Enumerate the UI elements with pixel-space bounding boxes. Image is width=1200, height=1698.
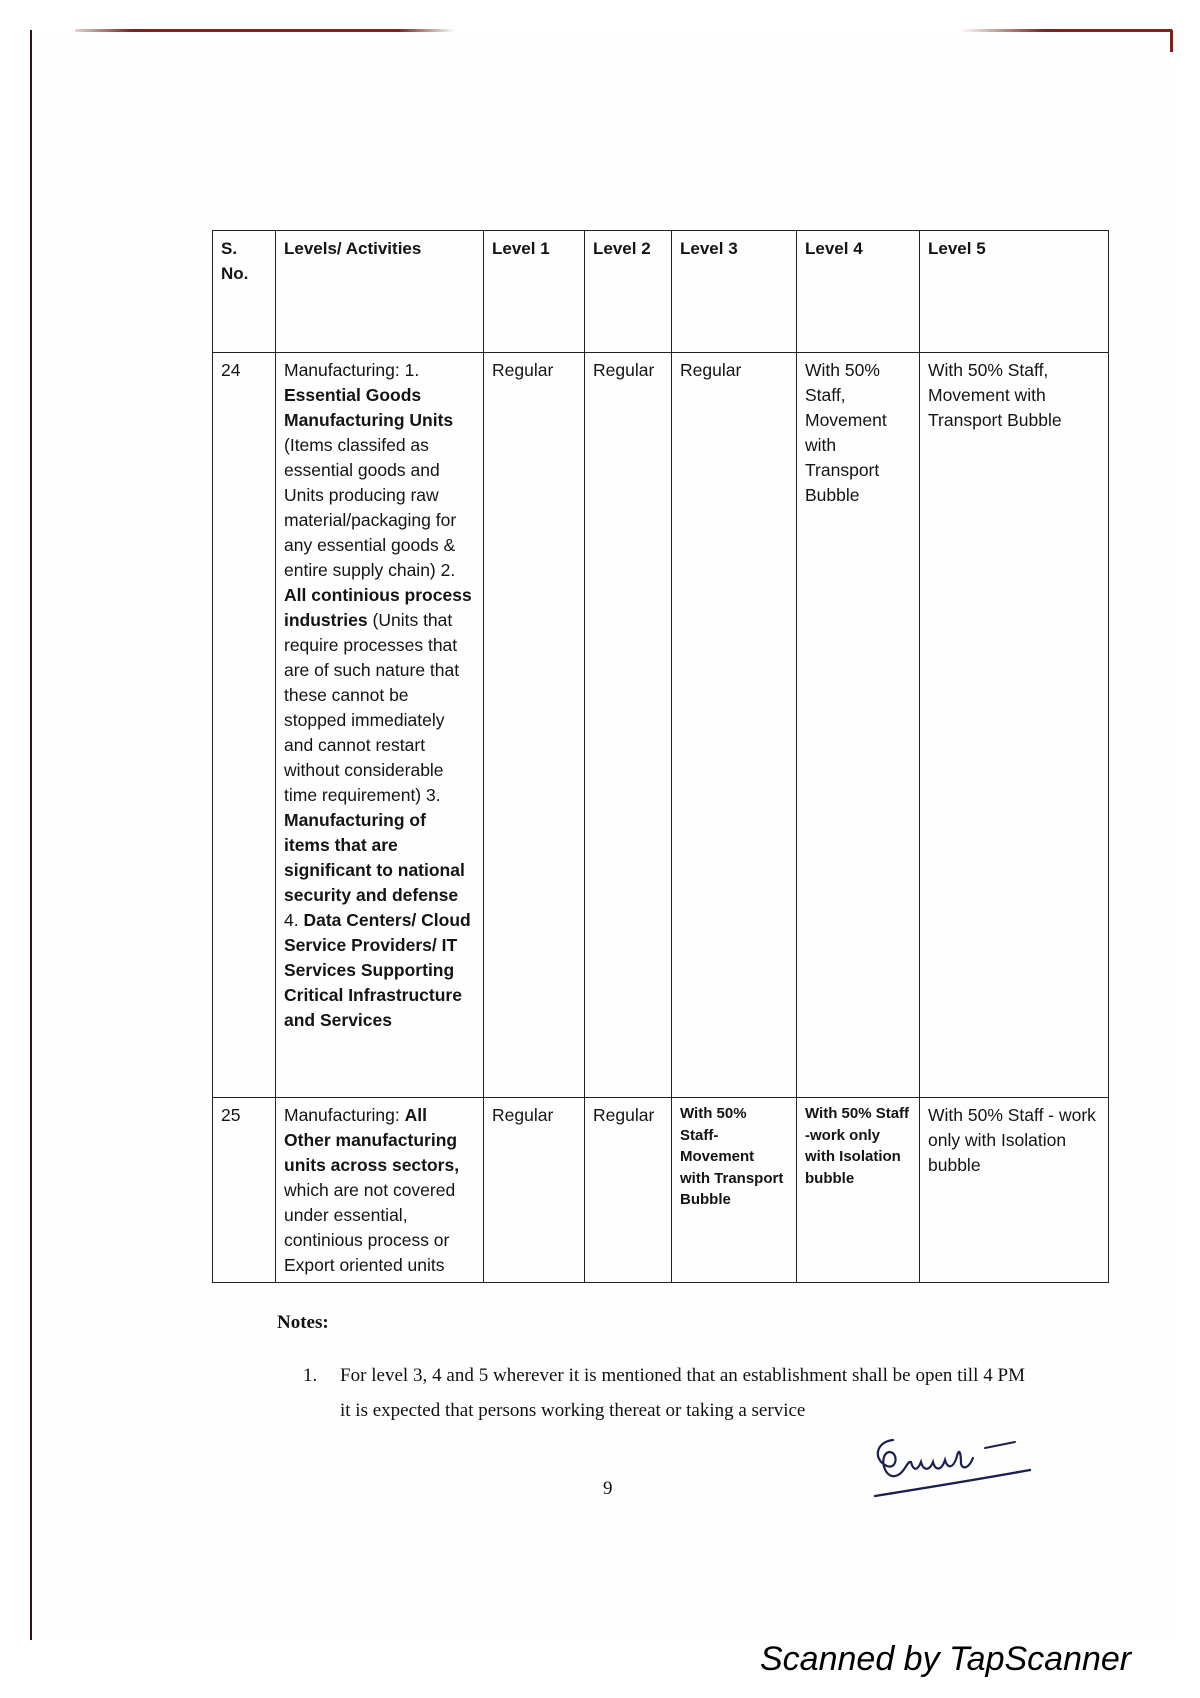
table-header-row xyxy=(213,231,1109,353)
scan-edge-right xyxy=(1170,30,1173,52)
activity-bold-text: All Other manufacturing units across sectors, xyxy=(284,1105,460,1175)
activity-bold-text: All continious process industries xyxy=(284,585,472,630)
activity-text: Manufacturing: xyxy=(284,1105,405,1125)
levels-activities-table xyxy=(212,230,1109,1283)
header-level-1: Level 1 xyxy=(484,231,585,353)
cell-level-4: With 50% Staff -work only with Isolation bubble xyxy=(797,1098,920,1283)
activity-bold-text: Manufacturing of items that are significant to national security and defense xyxy=(284,810,465,905)
table-row xyxy=(213,1098,1109,1283)
header-level-2: Level 2 xyxy=(585,231,672,353)
cell-activity xyxy=(276,353,484,1098)
note-number: 1. xyxy=(303,1365,318,1386)
activity-text: (Items classifed as essential goods and Units producing raw material/packaging for any essential goods & entire supply chain) 2. xyxy=(284,435,457,580)
activity-text: Manufacturing: 1. xyxy=(284,360,420,380)
activity-text: which are not covered under essential, continious process or Export oriented units xyxy=(284,1180,456,1275)
table-row xyxy=(213,353,1109,1098)
header-sno: S. No. xyxy=(213,231,276,353)
signature-icon xyxy=(865,1430,1040,1510)
header-level-4: Level 4 xyxy=(797,231,920,353)
cell-level-3: With 50% Staff- Movement with Transport Bubble xyxy=(672,1098,797,1283)
notes-heading: Notes: xyxy=(277,1312,329,1333)
activity-bold-text: Data Centers/ Cloud Service Providers/ IT Services Supporting Critical Infrastructure and Services xyxy=(284,910,471,1030)
activity-bold-text: Essential Goods Manufacturing Units xyxy=(284,385,454,430)
page-number: 9 xyxy=(603,1478,613,1499)
cell-sno: 24 xyxy=(213,353,276,1098)
cell-level-4: With 50% Staff, Movement with Transport Bubble xyxy=(797,353,920,1098)
cell-sno: 25 xyxy=(213,1098,276,1283)
header-level-5: Level 5 xyxy=(920,231,1109,353)
cell-level-1: Regular xyxy=(484,353,585,1098)
scan-edge-top-right xyxy=(960,29,1172,32)
cell-level-5: With 50% Staff, Movement with Transport Bubble xyxy=(920,353,1109,1098)
activity-text: (Units that require processes that are of such nature that these cannot be stopped immediately and cannot restart without considerable time requirement) 3. xyxy=(284,610,460,805)
cell-level-5: With 50% Staff - work only with Isolation bubble xyxy=(920,1098,1109,1283)
cell-activity xyxy=(276,1098,484,1283)
note-text: For level 3, 4 and 5 wherever it is mentioned that an establishment shall be open till 4 PM it is expected that persons working thereat or taking a service xyxy=(340,1365,1025,1421)
header-level-3: Level 3 xyxy=(672,231,797,353)
cell-level-2: Regular xyxy=(585,1098,672,1283)
header-activities: Levels/ Activities xyxy=(276,231,484,353)
cell-level-3: Regular xyxy=(672,353,797,1098)
note-item xyxy=(305,1358,1025,1428)
cell-level-2: Regular xyxy=(585,353,672,1098)
scanner-watermark: Scanned by TapScanner xyxy=(760,1640,1132,1678)
scan-edge-top-left xyxy=(75,29,455,32)
activity-text: 4. xyxy=(284,910,304,930)
cell-level-1: Regular xyxy=(484,1098,585,1283)
